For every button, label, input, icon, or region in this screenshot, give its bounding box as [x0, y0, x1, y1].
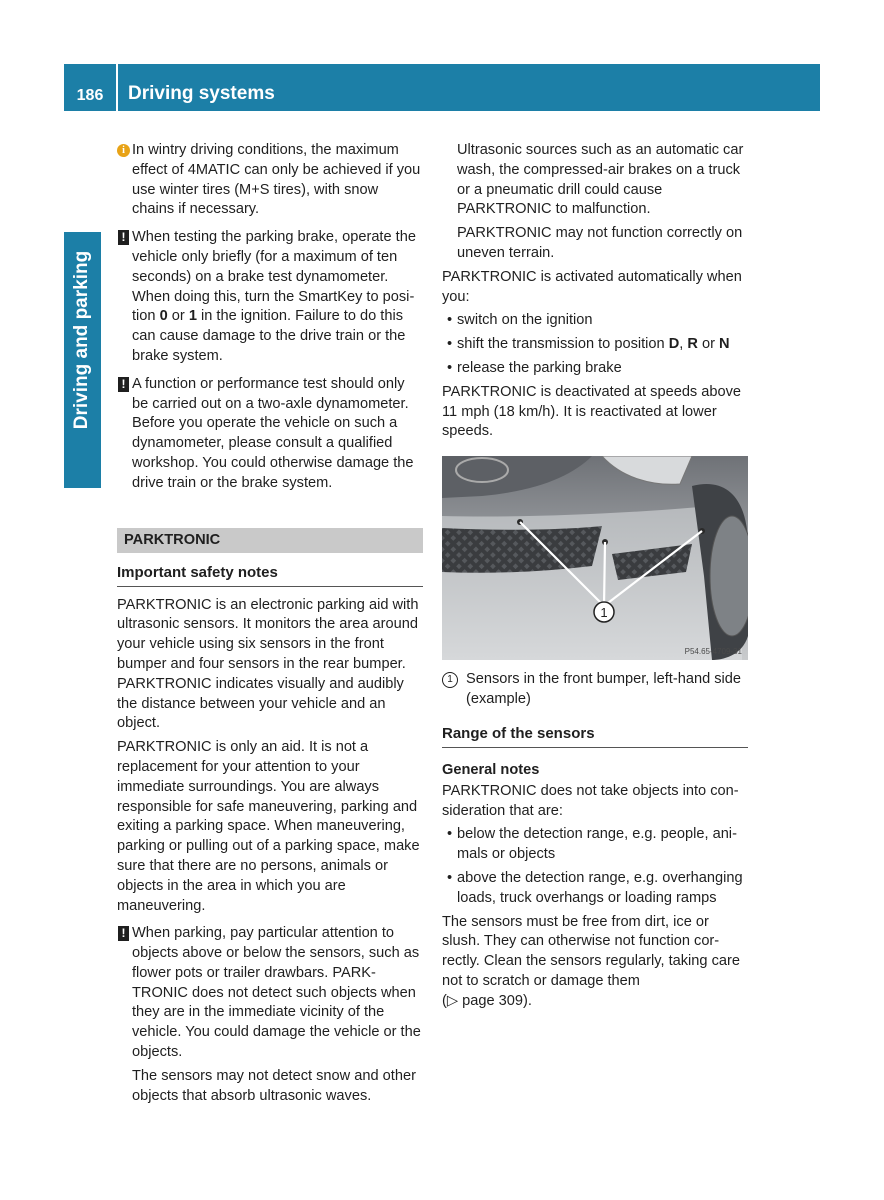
- list-item: • above the detection range, e.g. overhanging loads, truck overhangs or loading ramps: [442, 869, 748, 909]
- page-title: Driving systems: [128, 83, 275, 104]
- callout-number: 1: [600, 605, 608, 621]
- warning-note-text: A function or performance test should only be carried out on a two-axle dynamometer. Before you operate the vehicle on such a dynamometer, please consult a qualified workshop. You could otherwise damage the drive train or the brake system.: [132, 375, 414, 491]
- paragraph: PARKTRONIC is an electronic parking aid with ultrasonic sensors. It monitors the area around your vehicle using six sensors in the front bumper and four sensors in the rear bumper. PARKTRONIC indicates visually and audibly the distance between your vehicle and an object.: [117, 596, 419, 732]
- header-divider: [116, 64, 118, 111]
- warning-icon: !: [118, 377, 129, 392]
- list-item: • below the detection range, e.g. people, animals or objects: [442, 825, 748, 865]
- warning-note-text: When parking, pay particular attention to objects above or below the sensors, such as flower pots or trailer drawbars. PARKTRONIC does not detect such objects when they are in the immediate vicinity of the vehicle. You could damage the vehicle or the objects.: [132, 925, 421, 1061]
- page-reference: (▷ page 309).: [442, 992, 532, 1009]
- subheading: Important safety notes: [117, 563, 423, 587]
- warning-note-continued: PARKTRONIC may not function correctly on uneven terrain.: [457, 225, 743, 261]
- warning-note-continued: Ultrasonic sources such as an automatic car wash, the compressed-air brakes on a truck or a pneumatic drill could cause PARKTRONIC to malfunction.: [457, 142, 744, 218]
- section-title: PARKTRONIC: [117, 528, 423, 553]
- warning-note-text: The sensors may not detect snow and other objects that absorb ultrasonic waves.: [132, 1067, 416, 1104]
- warning-note-text: When testing the parking brake, operate the vehicle only briefly (for a maximum of ten seconds) on a brake test dynamometer. When doing this, turn the SmartKey to position 0 or 1 in the ignition. Failure to do this can cause damage to the drive train or the brake system.: [132, 229, 416, 364]
- warning-note: [117, 924, 423, 1106]
- photo-caption: [442, 670, 748, 710]
- list-item: • switch on the ignition: [442, 311, 748, 331]
- info-note: [117, 141, 423, 220]
- activation-list: [442, 311, 748, 378]
- callout-line: [604, 542, 605, 606]
- page-number: 186: [76, 87, 104, 104]
- right-column: [442, 141, 748, 1016]
- info-note-text: In wintry driving conditions, the maximum effect of 4MATIC can only be achieved if you use winter tires (M+S tires), with snow chains if necessary.: [132, 142, 421, 218]
- caption-text: Sensors in the front bumper, left-hand side (example): [466, 671, 742, 707]
- paragraph: PARKTRONIC does not take objects into consideration that are:: [442, 782, 739, 819]
- paragraph: PARKTRONIC is deactivated at speeds above 11 mph (18 km/h). It is reactivated at lower speeds.: [442, 383, 742, 440]
- bumper-photo-svg: [442, 456, 748, 660]
- subheading: Range of the sensors: [442, 724, 748, 748]
- paragraph: PARKTRONIC is only an aid. It is not a replacement for your attention to your immediate surroundings. You are always responsible for safe maneuvering, parking and exiting a parking space. When maneuvering, parking or pulling out of a parking space, make sure that there are no persons, animals or objects in the area in which you are maneuvering.: [117, 739, 420, 914]
- list-item: • shift the transmission to position D, R or N: [442, 335, 748, 355]
- paragraph: PARKTRONIC is activated automatically when you:: [442, 268, 742, 305]
- warning-note: [117, 228, 423, 367]
- info-icon: i: [117, 144, 130, 157]
- photo-code: P54.65-4709-31: [684, 647, 742, 657]
- bumper-intake: [442, 526, 602, 573]
- warning-icon: !: [118, 926, 129, 941]
- caption-number: 1: [442, 672, 458, 688]
- list-item: • release the parking brake: [442, 359, 748, 379]
- warning-icon: !: [118, 230, 129, 245]
- chapter-side-tab-label: Driving and parking: [71, 250, 92, 430]
- paragraph: The sensors must be free from dirt, ice or slush. They can otherwise not function correctly. Clean the sensors regularly, taking care not to scratch or damage them (▷ page 309).: [442, 913, 740, 1009]
- range-list: [442, 825, 748, 908]
- bumper-sensors-photo: [442, 456, 748, 660]
- warning-note: [117, 375, 423, 494]
- minor-heading: General notes: [442, 761, 540, 778]
- left-column: [117, 141, 423, 1114]
